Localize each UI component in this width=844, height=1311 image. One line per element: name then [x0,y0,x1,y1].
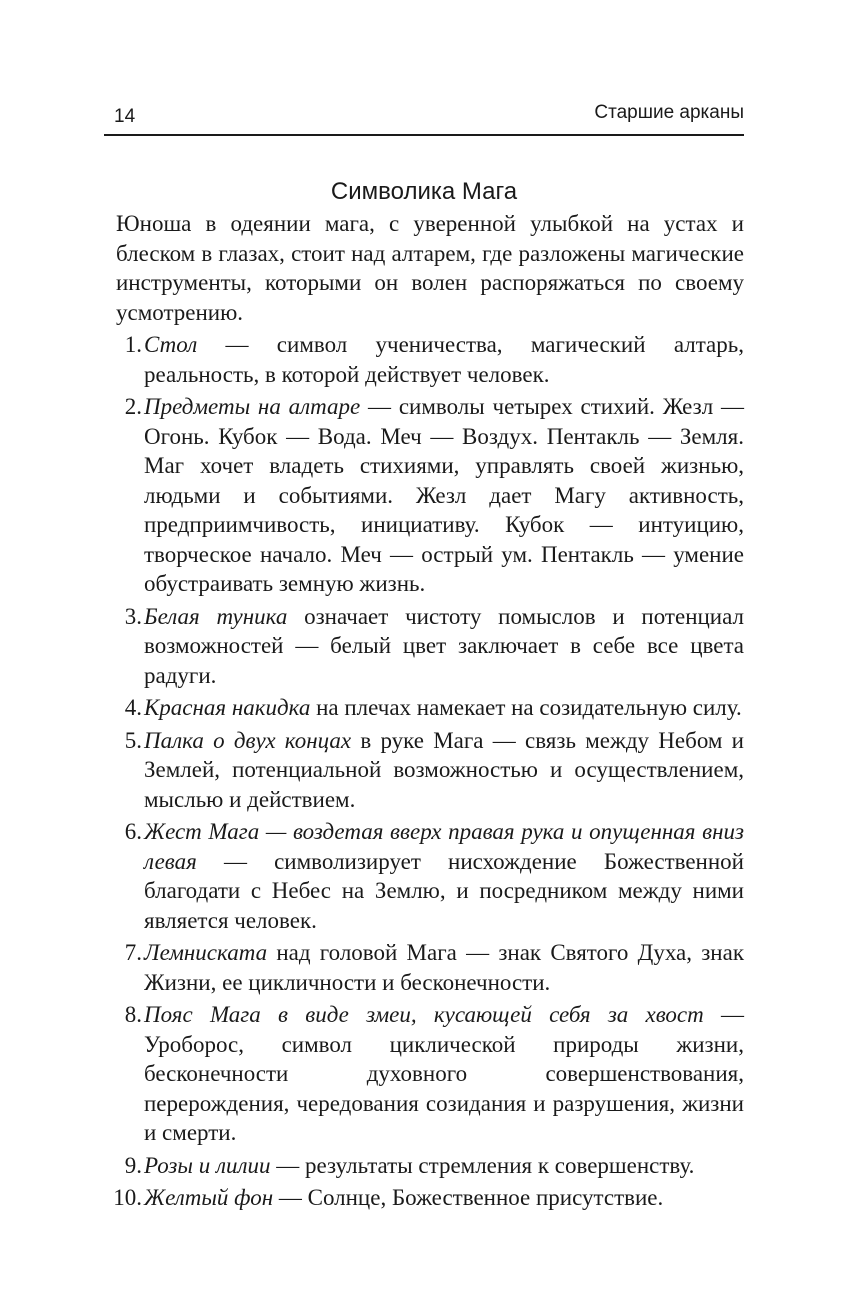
list-item [113,1183,744,1213]
list-item-number: 6. [124,819,142,844]
list-item-term: Красная накидка [144,695,311,720]
list-item-text: на плечах намекает на созидательную силу. [310,695,742,720]
section-body [113,209,745,1216]
list-item [116,392,744,599]
list-item-number: 3. [124,603,142,629]
list-item [116,693,744,723]
list-item-term: Розы и лилии [144,1152,271,1178]
list-item-text: — символы четырех стихий. Жезл — Огонь. Кубок — Вода. Меч — Воздух. Пентакль — Земля. Маг хочет владеть стихиями, управлять своей жизнью, людьми и событиями. Жезл дает Магу активность, предприимчивость, инициативу. Кубок — интуицию, творческое начало. Меч — острый ум. Пентакль — умение обустраивать земную жизнь. [144,394,744,596]
list-item-number: 9. [124,1152,142,1178]
running-title: Старшие арканы [594,102,744,123]
list-item-term: Желтый фон [144,1185,274,1210]
intro-paragraph: Юноша в одеянии мага, с уверенной улыбкой на устах и блеском в глазах, стоит над алтарем, где разложены магические инструменты, которыми он волен распоряжаться по своему усмотрению. [116,211,744,325]
list-item-number: 4. [124,695,142,720]
list-item-text: над головой Мага — знак Святого Духа, знак Жизни, ее цикличности и бесконечности. [144,940,744,995]
list-item [116,602,744,691]
list-item-number: 5. [124,727,142,753]
list-item-term: Пояс Мага в виде змеи, кусающей себя за хвост [144,1002,704,1027]
list-item-number: 8. [124,1002,142,1027]
list-item-term: Белая туника [144,603,288,629]
list-item-term: Стол [144,332,198,357]
list-item-text: — Уроборос, символ циклической природы жизни, бесконечности духовного совершенствования, перерождения, чередования созидания и разрушения, жизни и смерти. [144,1002,744,1145]
list-item-number: 1. [124,332,142,357]
list-item [116,938,744,997]
list-item-text: означает чистоту помыслов и потенциал возможностей — белый цвет заключает в себе все цвета радуги. [144,603,745,688]
running-header [104,100,744,136]
list-item [116,817,744,935]
list-item-text: — символ ученичества, магический алтарь, реальность, в которой действует человек. [144,332,744,387]
list-item-term: Предметы на алтаре [144,394,361,419]
list-item-term: Палка о двух концах [144,727,352,753]
page-number: 14 [114,106,136,127]
list-item-number: 2. [124,394,142,419]
list-item-number: 7. [124,940,142,965]
list-item-text: в руке Мага — связь между Небом и Землей, потенциальной возможностью и осуществлением, мыслью и действием. [144,727,744,812]
list-item-term: Лемниската [144,940,268,965]
list-item-number: 10. [113,1185,142,1210]
list-item [116,726,744,815]
list-item-text: — символизирует нисхождение Божественной благодати с Небес на Землю, и посредником между ними является человек. [144,848,744,933]
symbol-list [113,330,745,1213]
list-item [116,330,744,389]
list-item [116,1151,744,1181]
section-title: Символика Мага [330,178,518,206]
list-item-term: Жест Мага — воздетая вверх правая рука и опущенная вниз левая [144,819,744,874]
list-item-text: — результаты стремления к совершенству. [270,1152,695,1178]
list-item-text: — Солнце, Божественное присутствие. [273,1185,664,1210]
list-item [116,1000,744,1148]
